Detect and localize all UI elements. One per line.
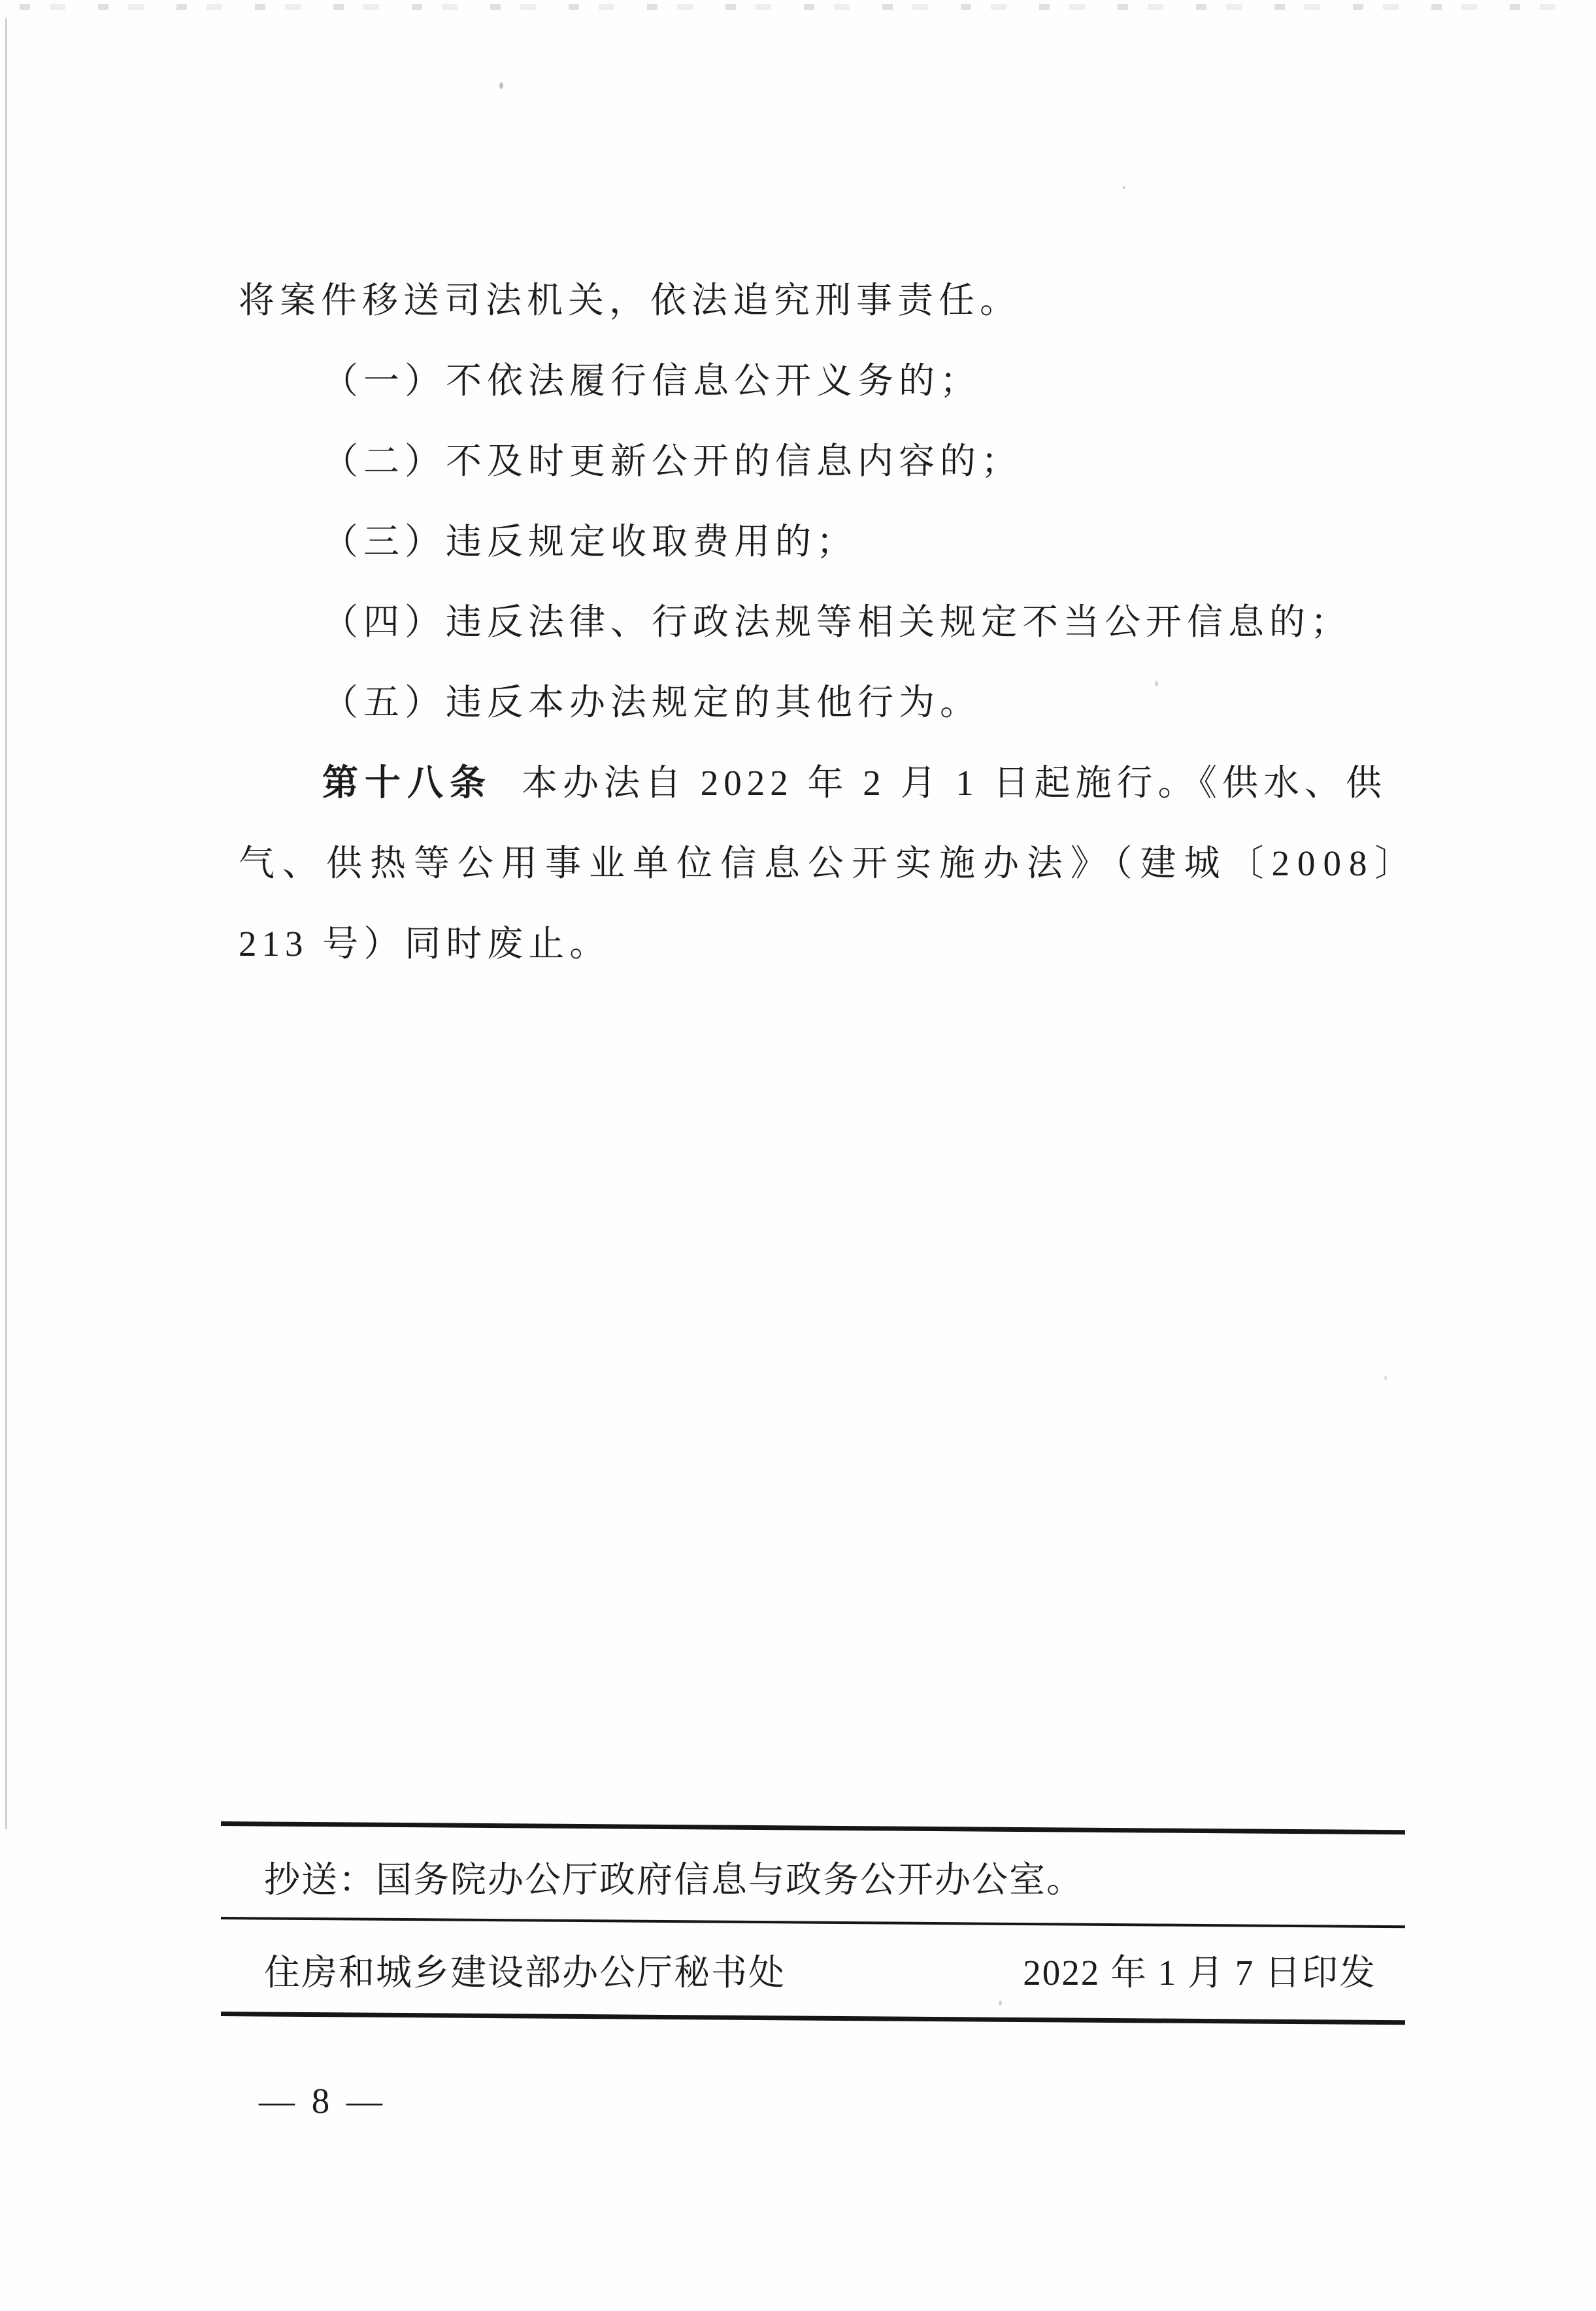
scan-speckle xyxy=(1384,1375,1387,1380)
footer-issuer: 住房和城乡建设部办公厅秘书处 xyxy=(264,1953,786,1993)
footer-cc-line: 抄送：国务院办公厅政府信息与政务公开办公室。 xyxy=(264,1860,1084,1900)
article-number: 第十八条 xyxy=(322,762,493,803)
footer-print-date: 2022 年 1 月 7 日印发 xyxy=(1023,1953,1376,1993)
list-item-1: （一）不依法履行信息公开义务的； xyxy=(322,361,982,401)
article-line-2: 气、供热等公用事业单位信息公开实施办法》（建城〔2008〕 xyxy=(239,843,1419,883)
footer-issuer-row xyxy=(264,1949,1376,1997)
document-body xyxy=(239,260,1419,984)
footer-rule-bottom xyxy=(221,2012,1405,2025)
scan-speckle xyxy=(999,2000,1002,2006)
scan-speckle xyxy=(1123,186,1125,189)
footer-rule-top xyxy=(221,1821,1405,1834)
page-number: — 8 — xyxy=(259,2081,386,2121)
list-item-3: （三）违反规定收取费用的； xyxy=(322,522,858,562)
scan-edge-line xyxy=(5,18,7,1829)
text-line-continuation: 将案件移送司法机关，依法追究刑事责任。 xyxy=(239,280,1022,320)
list-item-5: （五）违反本办法规定的其他行为。 xyxy=(322,683,982,722)
article-line-1 xyxy=(239,743,1408,823)
article-text: 本办法自 2022 年 2 月 1 日起施行。《供水、供 xyxy=(522,763,1388,803)
scan-speckle xyxy=(499,82,503,89)
footer-rule-middle xyxy=(221,1917,1405,1928)
scan-edge-noise xyxy=(20,4,1576,10)
list-item-4: （四）违反法律、行政法规等相关规定不当公开信息的； xyxy=(322,602,1352,642)
article-line-3: 213 号）同时废止。 xyxy=(239,924,611,964)
list-item-2: （二）不及时更新公开的信息内容的； xyxy=(322,441,1023,481)
